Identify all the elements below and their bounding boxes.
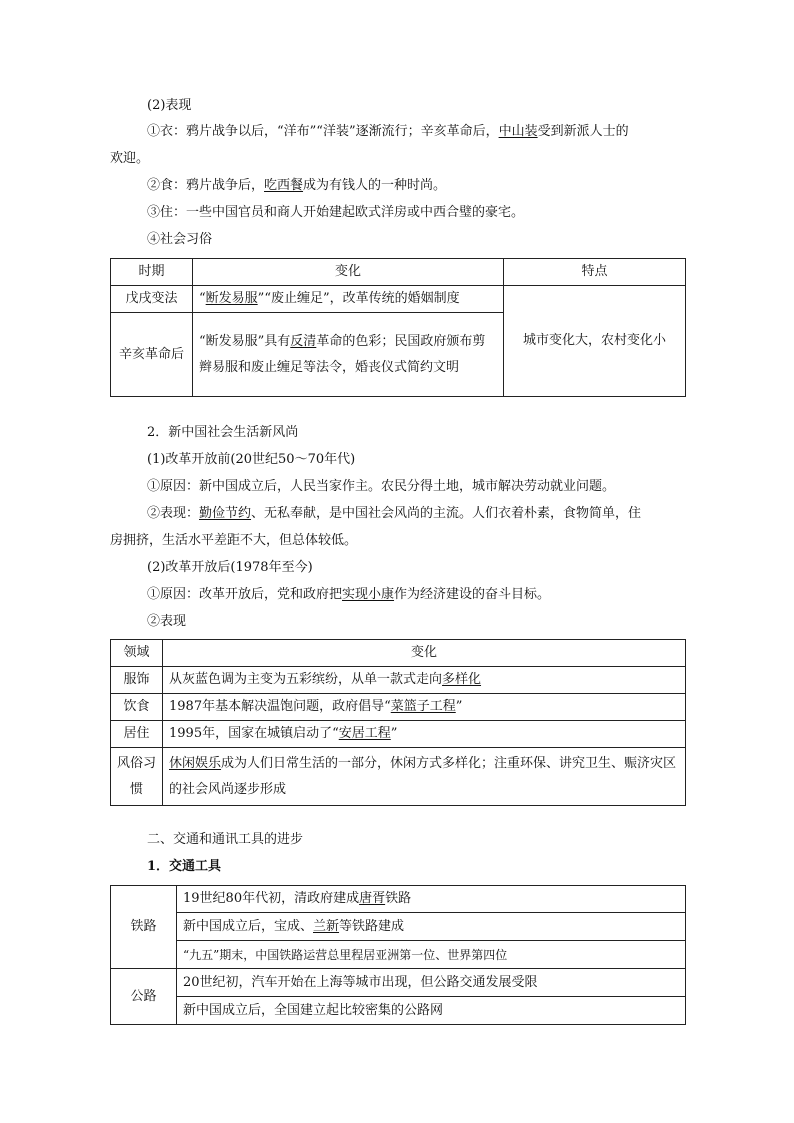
table-cell-change <box>163 694 686 721</box>
table-cell-field: 风俗习惯 <box>111 748 163 806</box>
text: ”“废止缠足”，改革传统的婚姻制度 <box>257 291 460 306</box>
underlined-term: 勤俭节约 <box>199 506 252 521</box>
paragraph-before-cause: ①原因：新中国成立后，人民当家作主。农民分得土地，城市解决劳动就业问题。 <box>147 479 616 494</box>
paragraph-housing: ③住：一些中国官员和商人开始建起欧式洋房或中西合璧的豪宅。 <box>147 205 525 220</box>
underlined-term: 唐胥 <box>359 891 386 906</box>
text: 成为人们日常生活的一部分，休闲方式多样化；注重环保、讲究卫生、赈济灾区的社会风尚逐步形成 <box>169 755 677 797</box>
paragraph-before-performance <box>147 505 641 523</box>
underlined-term: 菜篮子工程 <box>390 699 456 714</box>
subheading-after-reform: (2)改革开放后(1978年至今) <box>147 560 313 575</box>
table-cell-detail <box>177 913 686 941</box>
table-cell-field: 服饰 <box>111 667 163 694</box>
text: 新中国成立后，宝成、 <box>183 918 314 934</box>
text: 等铁路建成 <box>339 918 405 934</box>
subheading-transport-tools: 1．交通工具 <box>147 859 222 874</box>
table-cell-period: 辛亥革命后 <box>111 313 193 397</box>
underlined-term: 吃西餐 <box>264 178 304 193</box>
text: 、无私奉献，是中国社会风尚的主流。人们衣着朴素，食物简单，住 <box>251 506 642 521</box>
text: 1987年基本解决温饱问题，政府倡导“ <box>169 699 391 714</box>
table-cell-feature: 城市变化大，农村变化小 <box>504 286 686 397</box>
table-cell-change <box>163 667 686 694</box>
table-header: 变化 <box>193 259 504 286</box>
table-cell-detail: 20世纪初，汽车开始在上海等城市出现，但公路交通发展受限 <box>177 969 686 997</box>
table-cell-category: 公路 <box>111 969 177 1025</box>
text: 革命的色彩；民国政府颁布剪辫易服和废止缠足等法令，婚丧仪式简约文明 <box>199 333 486 375</box>
paragraph-clothing <box>147 123 629 141</box>
table-cell-change <box>193 286 504 313</box>
underlined-term: 兰新 <box>313 918 340 934</box>
table-cell-category: 铁路 <box>111 886 177 969</box>
text: 1995年，国家在城镇启动了“ <box>169 726 339 741</box>
text: 从灰蓝色调为主变为五彩缤纷，从单一款式走向 <box>169 672 443 687</box>
text: ①衣：鸦片战争以后，“洋布”“洋装”逐渐流行；辛亥革命后， <box>147 124 499 139</box>
text: 铁路 <box>385 891 412 906</box>
subheading-before-reform: (1)改革开放前(20世纪50～70年代) <box>147 452 356 467</box>
text: 成为有钱人的一种时尚。 <box>303 178 447 193</box>
table-cell-period: 戊戌变法 <box>111 286 193 313</box>
underlined-term: 中山装 <box>498 124 538 139</box>
underlined-term: 休闲娱乐 <box>169 755 222 771</box>
text: 受到新派人士的 <box>537 124 629 139</box>
table-cell-detail: 新中国成立后，全国建立起比较密集的公路网 <box>177 997 686 1025</box>
paragraph-after-cause <box>147 586 550 604</box>
text: ②食：鸦片战争后， <box>147 178 265 193</box>
table-cell-change <box>163 748 686 806</box>
underlined-term: 实现小康 <box>342 587 395 602</box>
underlined-term: 反清 <box>290 333 317 349</box>
text: ①原因：改革开放后，党和政府把 <box>147 587 343 602</box>
section-heading-performance: (2)表现 <box>147 98 192 113</box>
reform-table <box>110 639 686 806</box>
text: ” <box>390 726 398 741</box>
table-cell-field: 居住 <box>111 721 163 748</box>
table-header: 领域 <box>111 640 163 667</box>
text: “ <box>199 291 206 306</box>
table-cell-change <box>163 721 686 748</box>
table-header: 变化 <box>163 640 686 667</box>
table-cell-detail: “九五”期末，中国铁路运营总里程居亚洲第一位、世界第四位 <box>177 941 686 969</box>
transport-table <box>110 885 686 1025</box>
text: 作为经济建设的奋斗目标。 <box>394 587 551 602</box>
table-header: 特点 <box>504 259 686 286</box>
paragraph-after-performance: ②表现 <box>147 614 187 629</box>
text: ②表现： <box>147 506 200 521</box>
paragraph-clothing-cont: 欢迎。 <box>110 151 150 166</box>
table-cell-detail <box>177 886 686 913</box>
text: 19世纪80年代初，清政府建成 <box>183 891 360 906</box>
underlined-term: 多样化 <box>442 672 482 687</box>
table-cell-change <box>193 313 504 397</box>
underlined-term: 断发易服 <box>205 291 258 306</box>
customs-table <box>110 258 686 397</box>
paragraph-before-performance-cont: 房拥挤，生活水平差距不大，但总体较低。 <box>110 533 358 548</box>
paragraph-food <box>147 177 446 195</box>
text: “断发易服”具有 <box>199 333 291 349</box>
paragraph-customs: ④社会习俗 <box>147 232 213 247</box>
underlined-term: 安居工程 <box>338 726 391 741</box>
text: ” <box>455 699 463 714</box>
section-heading-transport: 二、交通和通讯工具的进步 <box>147 832 304 847</box>
table-cell-field: 饮食 <box>111 694 163 721</box>
table-header: 时期 <box>111 259 193 286</box>
section-heading-new-customs: 2．新中国社会生活新风尚 <box>147 425 299 440</box>
